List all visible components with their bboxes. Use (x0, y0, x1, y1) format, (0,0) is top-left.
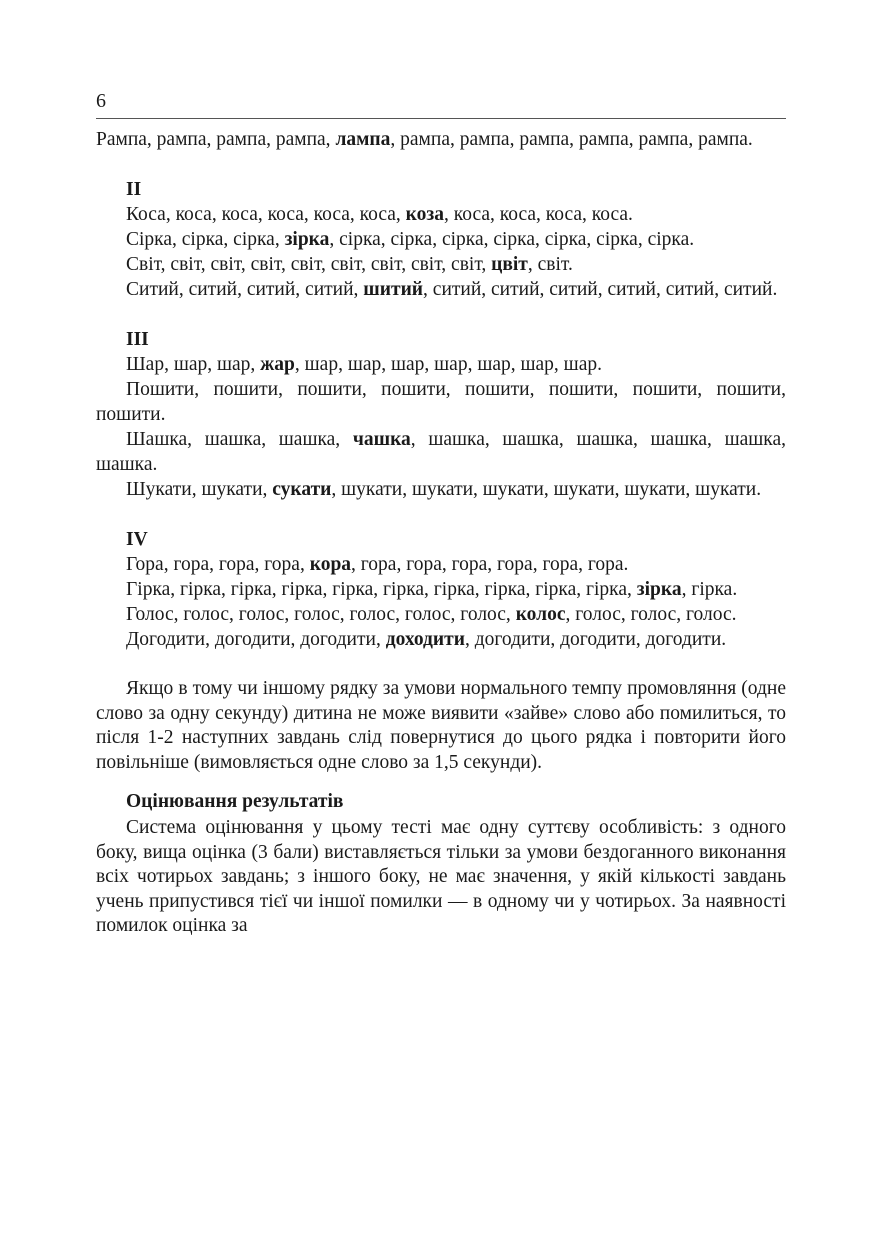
odd-word: коза (405, 204, 444, 225)
word-sequence: Ситий, ситий, ситий, ситий, (126, 279, 364, 300)
section-numeral: II (126, 179, 142, 200)
word-sequence: Шукати, шукати, (126, 479, 273, 500)
word-row (96, 352, 786, 377)
word-sequence: , коса, коса, коса, коса. (443, 204, 633, 225)
word-sequence: , догодити, догодити, догодити. (464, 629, 727, 650)
spacer (96, 302, 786, 327)
word-row (96, 202, 786, 227)
odd-word: колос (515, 604, 566, 625)
word-row (96, 227, 786, 252)
word-sequence: , рампа, рампа, рампа, рампа, рампа, рампа. (390, 129, 753, 150)
odd-word: сукати (272, 479, 332, 500)
note-paragraph: Якщо в тому чи іншому рядку за умови нормального темпу промовляння (одне слово за одну секунду) дитина не може виявити «зайве» слово або помилиться, то після 1-2 наступних завдань слід повернутися до цього рядка і повторити його повільніше (вимовляється одне слово за 1,5 секунди). (96, 678, 786, 773)
section-numeral: III (126, 329, 149, 350)
word-sequence: Голос, голос, голос, голос, голос, голос, голос, (126, 604, 516, 625)
word-row (96, 427, 786, 477)
word-row (96, 602, 786, 627)
spacer (96, 502, 786, 527)
document-page (96, 88, 786, 939)
word-sequence: Світ, світ, світ, світ, світ, світ, світ, світ, світ, (126, 254, 492, 275)
odd-word: лампа (335, 129, 391, 150)
odd-word: доходити (385, 629, 465, 650)
spacer (96, 152, 786, 177)
word-sequence: Сірка, сірка, сірка, (126, 229, 285, 250)
word-sequence: Шар, шар, шар, (126, 354, 261, 375)
word-row (96, 277, 786, 302)
word-sequence: , світ. (527, 254, 573, 275)
word-sequence: Гора, гора, гора, гора, (126, 554, 310, 575)
intro-line (96, 127, 786, 152)
word-sequence: , шукати, шукати, шукати, шукати, шукати, шукати. (331, 479, 762, 500)
word-sequence: , ситий, ситий, ситий, ситий, ситий, ситий. (423, 279, 778, 300)
word-sequence: Пошити, пошити, пошити, пошити, пошити, пошити, пошити, пошити, пошити. (96, 379, 786, 425)
odd-word: жар (260, 354, 295, 375)
word-row (96, 627, 786, 652)
word-sequence: Гірка, гірка, гірка, гірка, гірка, гірка, гірка, гірка, гірка, гірка, (126, 579, 637, 600)
page-number: 6 (96, 90, 106, 112)
odd-word: шитий (363, 279, 424, 300)
word-sequence: Догодити, догодити, догодити, (126, 629, 386, 650)
header-rule (96, 118, 786, 119)
section-numeral: IV (126, 529, 148, 550)
odd-word: чашка (352, 429, 411, 450)
word-sequence: , шашка, шашка, шашка, шашка, шашка, шашка. (96, 429, 786, 475)
word-sequence: , шар, шар, шар, шар, шар, шар, шар. (294, 354, 602, 375)
odd-word: цвіт (491, 254, 528, 275)
word-sequence: , гора, гора, гора, гора, гора, гора. (351, 554, 629, 575)
word-sequence: Шашка, шашка, шашка, (126, 429, 353, 450)
word-row (96, 577, 786, 602)
word-row (96, 377, 786, 427)
word-sequence: , сірка, сірка, сірка, сірка, сірка, сірка, сірка. (329, 229, 695, 250)
word-row (96, 252, 786, 277)
word-sequence: Рампа, рампа, рампа, рампа, (96, 129, 336, 150)
word-sequence: , голос, голос, голос. (565, 604, 737, 625)
spacer (96, 775, 786, 785)
spacer (96, 652, 786, 677)
results-heading: Оцінювання результатів (126, 791, 344, 812)
word-row (96, 552, 786, 577)
odd-word: зірка (284, 229, 330, 250)
word-sequence: , гірка. (681, 579, 738, 600)
results-paragraph: Система оцінювання у цьому тесті має одну суттєву особливість: з одного боку, вища оцінка (3 бали) виставляється тільки за умови бездоганного виконання всіх чотирьох завдань; з іншого боку, не має значення, у якій кількості завдань учень припустився тієї чи іншої помилки — в одному чи у чотирьох. За наявності помилок оцінка за (96, 817, 786, 936)
odd-word: кора (309, 554, 352, 575)
word-sequence: Коса, коса, коса, коса, коса, коса, (126, 204, 406, 225)
test-sections (96, 177, 786, 677)
odd-word: зірка (636, 579, 682, 600)
word-row (96, 477, 786, 502)
